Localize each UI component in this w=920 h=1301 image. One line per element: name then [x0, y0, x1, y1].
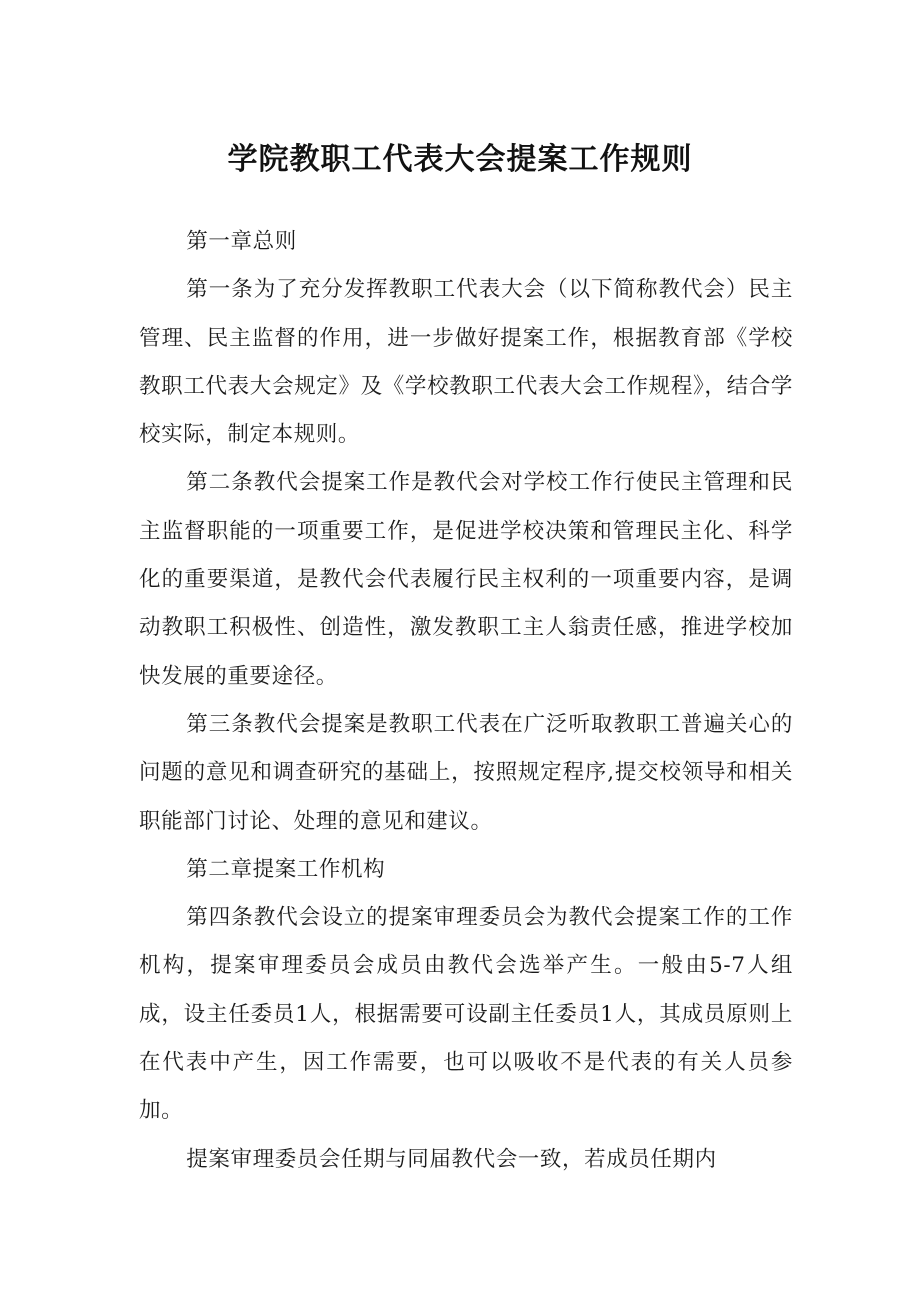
body-paragraph: 第四条教代会设立的提案审理委员会为教代会提案工作的工作机构，提案审理委员会成员由教代会选举产生。一般由5-7人组成，设主任委员1人，根据需要可设副主任委员1人，其成员原则上在代表中产生，因工作需要，也可以吸收不是代表的有关人员参加。: [139, 905, 793, 1124]
document-body: [139, 218, 793, 1184]
chapter-heading: 第二章提案工作机构: [186, 856, 386, 882]
body-paragraph: 第三条教代会提案是教职工代表在广泛听取教职工普遍关心的问题的意见和调查研究的基础上，按照规定程序,提交校领导和相关职能部门讨论、处理的意见和建议。: [139, 711, 793, 834]
body-paragraph: 第一条为了充分发挥教职工代表大会（以下简称教代会）民主管理、民主监督的作用，进一步做好提案工作，根据教育部《学校教职工代表大会规定》及《学校教职工代表大会工作规程》，结合学校实际，制定本规则。: [139, 277, 793, 448]
document-title: 学院教职工代表大会提案工作规则: [227, 142, 693, 177]
body-paragraph: 第二条教代会提案工作是教代会对学校工作行使民主管理和民主监督职能的一项重要工作，是促进学校决策和管理民主化、科学化的重要渠道，是教代会代表履行民主权利的一项重要内容，是调动教职工积极性、创造性，激发教职工主人翁责任感，推进学校加快发展的重要途径。: [139, 470, 793, 689]
chapter-heading: 第一章总则: [186, 229, 297, 254]
body-paragraph: 提案审理委员会任期与同届教代会一致，若成员任期内: [186, 1146, 717, 1172]
